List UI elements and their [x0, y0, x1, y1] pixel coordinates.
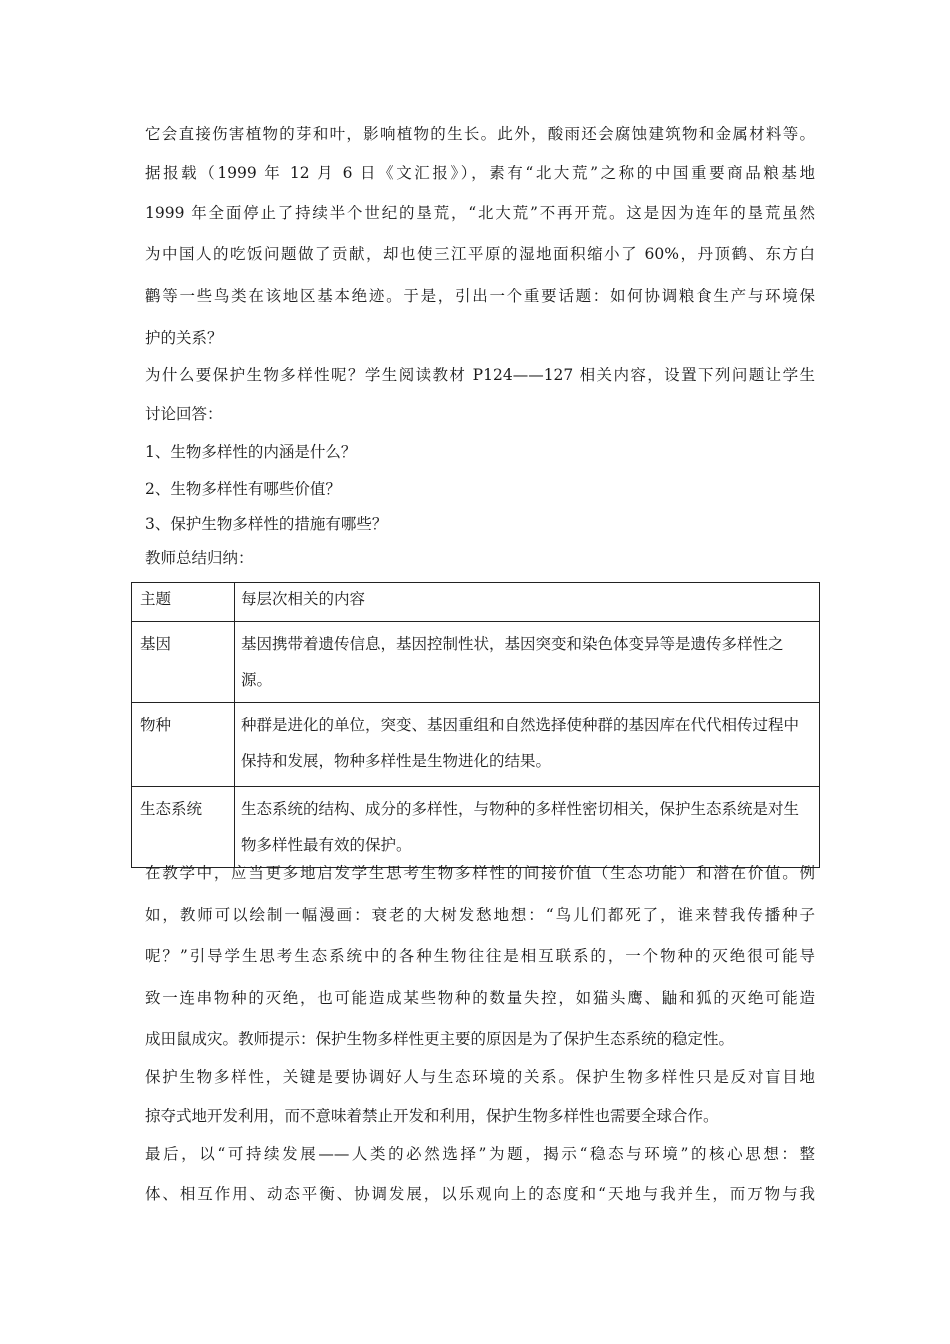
table-row [132, 703, 820, 787]
paragraph-2-line: 为什么要保护生物多样性呢？学生阅读教材 P124——127 相关内容，设置下列问题让学生 [145, 366, 815, 384]
paragraph-1-line: 1999 年全面停止了持续半个世纪的垦荒，“北大荒”不再开荒。这是因为连年的垦荒虽然 [145, 204, 815, 222]
table-content-cell: 种群是进化的单位，突变、基因重组和自然选择使种群的基因库在代代相传过程中保持和发展，物种多样性是生物进化的结果。 [235, 703, 820, 787]
paragraph-3-line: 致一连串物种的灭绝，也可能造成某些物种的数量失控，如猫头鹰、鼬和狐的灭绝可能造 [145, 989, 815, 1007]
table-row [132, 787, 820, 868]
paragraph-1-line: 鹳等一些鸟类在该地区基本绝迹。于是，引出一个重要话题：如何协调粮食生产与环境保 [145, 287, 815, 305]
paragraph-4-line: 保护生物多样性，关键是要协调好人与生态环境的关系。保护生物多样性只是反对盲目地 [145, 1068, 815, 1086]
table-topic-cell: 物种 [132, 703, 235, 787]
table-topic-cell: 生态系统 [132, 787, 235, 868]
question-item: 3、保护生物多样性的措施有哪些？ [145, 515, 388, 533]
table-row [132, 622, 820, 703]
table-header-cell: 主题 [132, 583, 235, 622]
paragraph-2-line: 讨论回答： [145, 405, 223, 423]
paragraph-3-line: 呢？”引导学生思考生态系统中的各种生物往往是相互联系的，一个物种的灭绝很可能导 [145, 947, 815, 965]
paragraph-3-line: 如，教师可以绘制一幅漫画：衰老的大树发愁地想：“鸟儿们都死了，谁来替我传播种子 [145, 906, 815, 924]
paragraph-3-line: 成田鼠成灾。教师提示：保护生物多样性更主要的原因是为了保护生态系统的稳定性。 [145, 1030, 735, 1048]
paragraph-5-line: 体、相互作用、动态平衡、协调发展，以乐观向上的态度和“天地与我并生，而万物与我 [145, 1185, 815, 1203]
paragraph-1-line: 为中国人的吃饭问题做了贡献，却也使三江平原的湿地面积缩小了 60%，丹顶鹤、东方白 [145, 245, 815, 263]
table-content-cell: 基因携带着遗传信息，基因控制性状，基因突变和染色体变异等是遗传多样性之源。 [235, 622, 820, 703]
summary-table [131, 582, 820, 868]
table-header-cell: 每层次相关的内容 [235, 583, 820, 622]
paragraph-4-line: 掠夺式地开发利用，而不意味着禁止开发和利用，保护生物多样性也需要全球合作。 [145, 1107, 719, 1125]
table-topic-cell: 基因 [132, 622, 235, 703]
paragraph-1-line: 护的关系？ [145, 329, 223, 347]
table-header-row [132, 583, 820, 622]
paragraph-5-line: 最后，以“可持续发展——人类的必然选择”为题，揭示“稳态与环境”的核心思想：整 [145, 1145, 815, 1163]
table-content-cell: 生态系统的结构、成分的多样性，与物种的多样性密切相关，保护生态系统是对生物多样性最有效的保护。 [235, 787, 820, 868]
paragraph-3-line: 在教学中，应当更多地启发学生思考生物多样性的间接价值（生态功能）和潜在价值。例 [145, 864, 815, 882]
question-item: 1、生物多样性的内涵是什么？ [145, 443, 357, 461]
paragraph-1-line: 据报载（1999 年 12 月 6 日《文汇报》），素有“北大荒”之称的中国重要商品粮基地 [145, 164, 815, 182]
question-item: 2、生物多样性有哪些价值？ [145, 480, 341, 498]
paragraph-1-line: 它会直接伤害植物的芽和叶，影响植物的生长。此外，酸雨还会腐蚀建筑物和金属材料等。 [145, 125, 815, 143]
summary-intro: 教师总结归纳： [145, 549, 254, 567]
